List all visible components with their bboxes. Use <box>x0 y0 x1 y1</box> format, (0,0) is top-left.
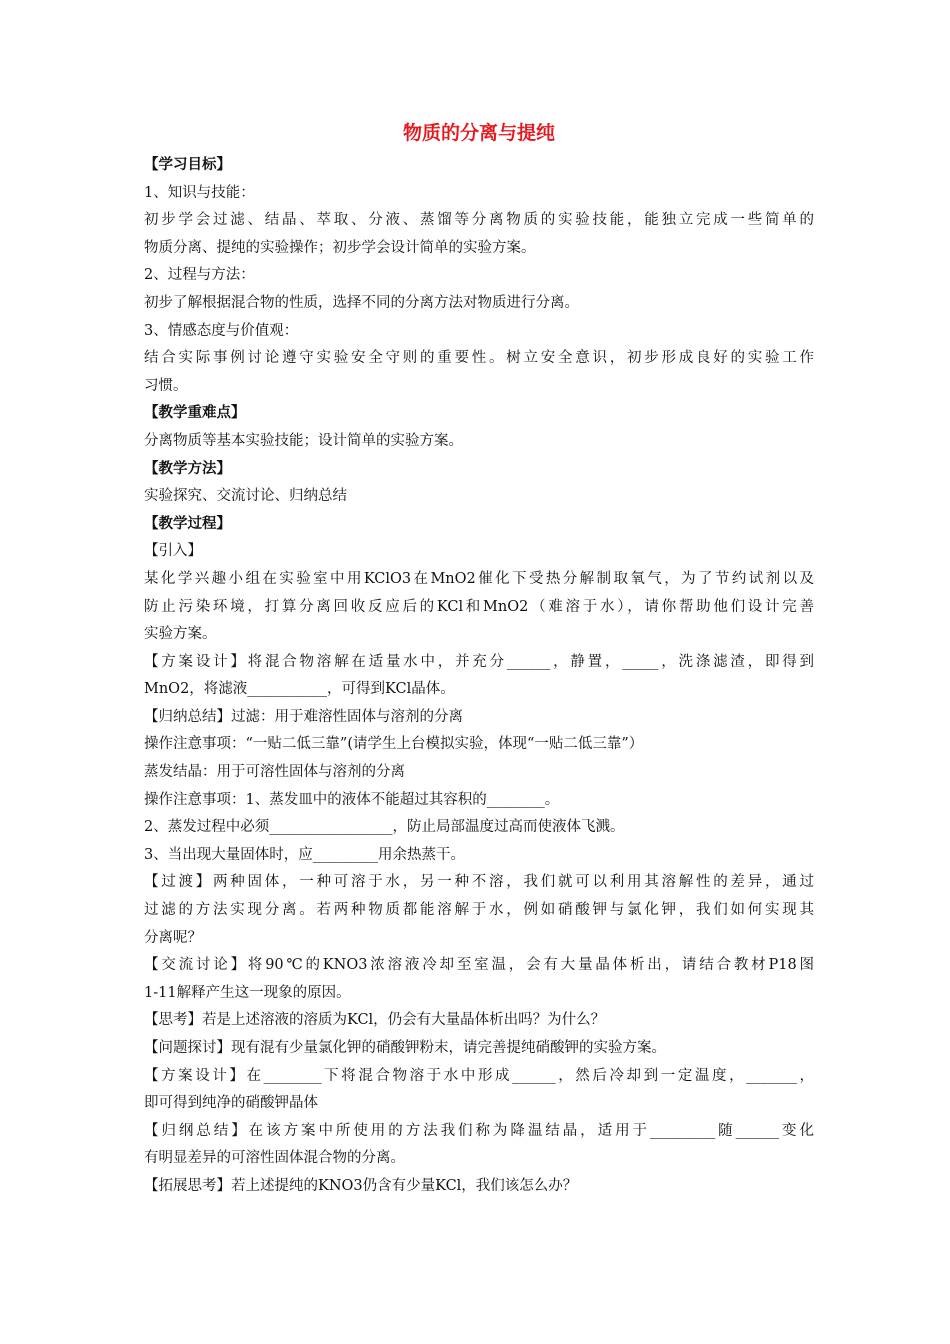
paragraph-line: 结合实际事例讨论遵守实验安全守则的重要性。树立安全意识，初步形成良好的实验工作 <box>144 350 814 367</box>
section-heading-process: 【教学过程】 <box>144 515 231 532</box>
paragraph-line: 1-11解释产生这一现象的原因。 <box>144 984 351 1001</box>
paragraph-line: 分离呢？ <box>144 929 202 946</box>
goal-3-heading: 3、情感态度与价值观： <box>144 322 299 339</box>
paragraph-line: 【拓展思考】若上述提纯的KNO3仍含有少量KCl，我们该怎么办？ <box>144 1177 578 1194</box>
paragraph-line: 【过渡】两种固体，一种可溶于水，另一种不溶，我们就可以利用其溶解性的差异，通过 <box>144 874 814 891</box>
paragraph-line: 过滤的方法实现分离。若两种物质都能溶解于水，例如硝酸钾与氯化钾，我们如何实现其 <box>144 902 814 919</box>
paragraph-line: 习惯。 <box>144 377 188 394</box>
goal-1-heading: 1、知识与技能： <box>144 184 255 201</box>
paragraph-line: 初步了解根据混合物的性质，选择不同的分离方法对物质进行分离。 <box>144 294 579 311</box>
document-page <box>144 118 814 1201</box>
paragraph-line: 操作注意事项：1、蒸发皿中的液体不能超过其容积的________。 <box>144 791 560 808</box>
paragraph-line: 【方案设计】在________下将混合物溶于水中形成______，然后冷却到一定温度，_______， <box>144 1067 814 1084</box>
paragraph-line: 初步学会过滤、结晶、萃取、分液、蒸馏等分离物质的实验技能，能独立完成一些简单的 <box>144 212 814 229</box>
paragraph-line: 【方案设计】将混合物溶解在适量水中，并充分______，静置，_____，洗涤滤渣，即得到 <box>144 653 814 670</box>
document-title: 物质的分离与提纯 <box>402 122 555 144</box>
paragraph-line: 3、当出现大量固体时，应_________用余热蒸干。 <box>144 846 465 863</box>
section-heading-key-points: 【教学重难点】 <box>144 405 246 422</box>
paragraph-line: 操作注意事项：“一贴二低三靠”(请学生上台模拟实验，体现“一贴二低三靠”） <box>144 736 644 753</box>
paragraph-line: 【归纳总结】过滤：用于难溶性固体与溶剂的分离 <box>144 708 463 725</box>
paragraph-line: 分离物质等基本实验技能；设计简单的实验方案。 <box>144 432 463 449</box>
goal-2-heading: 2、过程与方法： <box>144 267 255 284</box>
paragraph-line: 某化学兴趣小组在实验室中用KClO3在MnO2催化下受热分解制取氧气，为了节约试剂以及 <box>144 570 814 587</box>
paragraph-line: 防止污染环境，打算分离回收反应后的KCl和MnO2（难溶于水），请你帮助他们设计完善 <box>144 598 814 615</box>
paragraph-line: 【问题探讨】现有混有少量氯化钾的硝酸钾粉末，请完善提纯硝酸钾的实验方案。 <box>144 1040 666 1056</box>
paragraph-line: 实验方案。 <box>144 626 217 643</box>
paragraph-line: MnO2，将滤液___________，可得到KCl晶体。 <box>144 681 455 698</box>
section-heading-learning-goals: 【学习目标】 <box>144 157 231 173</box>
paragraph-line: 即可得到纯净的硝酸钾晶体 <box>144 1095 318 1112</box>
paragraph-line: 【思考】若是上述溶液的溶质为KCl，仍会有大量晶体析出吗？为什么？ <box>144 1012 606 1029</box>
paragraph-line: 有明显差异的可溶性固体混合物的分离。 <box>144 1150 405 1167</box>
section-heading-methods: 【教学方法】 <box>144 460 231 477</box>
paragraph-line: 2、蒸发过程中必须_________________，防止局部温度过高而使液体飞溅。 <box>144 819 625 836</box>
paragraph-line: 实验探究、交流讨论、归纳总结 <box>144 488 347 505</box>
paragraph-line: 蒸发结晶：用于可溶性固体与溶剂的分离 <box>144 764 405 781</box>
paragraph-line: 【归纲总结】在该方案中所使用的方法我们称为降温结晶，适用于_________随______变化 <box>144 1122 814 1139</box>
subsection-intro: 【引入】 <box>144 543 202 560</box>
paragraph-line: 物质分离、提纯的实验操作；初步学会设计简单的实验方案。 <box>144 239 536 256</box>
paragraph-line: 【交流讨论】将90℃的KNO3浓溶液冷却至室温，会有大量晶体析出，请结合教材P18图 <box>144 957 814 974</box>
